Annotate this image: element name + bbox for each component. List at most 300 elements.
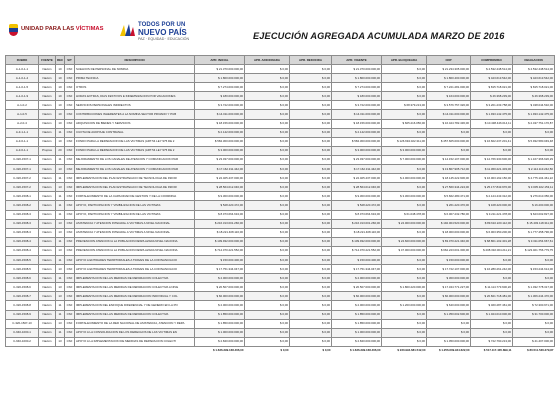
table-cell: 11: [56, 128, 65, 137]
table-cell: Nación: [39, 192, 56, 201]
table-cell: $ 24.000.000.000,00: [382, 219, 427, 228]
table-cell: $ 0,00: [245, 310, 290, 319]
table-cell: Propios: [39, 146, 56, 155]
table-cell: $ 0,00: [382, 319, 427, 328]
table-row: [6, 128, 555, 137]
table-cell: $ 61.048.478,00: [382, 210, 427, 219]
table-row: [6, 192, 555, 201]
table-cell: $ 17.162.311.442,00: [332, 165, 382, 174]
table-cell: 10: [56, 110, 65, 119]
table-cell: 10: [56, 83, 65, 92]
column-header: FUENTE: [39, 56, 56, 65]
table-cell: 13: [56, 246, 65, 255]
table-cell: $ 1.050.000.000,00: [427, 337, 471, 346]
table-cell: $ 68.801.102.401,28: [471, 237, 513, 246]
table-cell: IMPLEMENTACION DE LAS MEDIDAS DE REPARACION INDIVIDUAL Y COL: [75, 292, 195, 301]
table-cell: $ 108.420.000,00: [471, 201, 513, 210]
table-cell: $ 0,00: [245, 301, 290, 310]
table-cell: 11: [56, 237, 65, 246]
table-cell: $ 18.156.000.000,00: [332, 119, 382, 128]
table-cell: IMPLEMENTACION DE LAS MEDIDAS DE REPARACION COLECTIVA: [75, 310, 195, 319]
table-cell: CSF: [65, 255, 75, 264]
table-cell: A-1-0-2: [6, 101, 39, 110]
table-cell: $ 2.142.000.000,00: [332, 128, 382, 137]
table-cell: $ 31.700.000,00: [513, 310, 555, 319]
table-row: [6, 183, 555, 192]
table-cell: $ 0,00: [471, 328, 513, 337]
table-cell: $ 0,00: [427, 328, 471, 337]
table-cell: SUELDOS DE PERSONAL DE NOMINA: [75, 65, 195, 74]
table-cell: $ 0,00: [245, 119, 290, 128]
table-cell: $ 722.790.213,00: [471, 337, 513, 346]
table-cell: CONTRIBUCIONES INHERENTES A LA NOMINA SECTOR PRIVADO Y PUB: [75, 110, 195, 119]
table-cell: 10: [56, 137, 65, 146]
table-cell: $ 0,00: [245, 237, 290, 246]
table-row: [6, 337, 555, 346]
table-row: [6, 137, 555, 146]
total-cell: $ 1.256.609.944.622,00: [427, 346, 471, 354]
table-cell: PRIMA TECNICA: [75, 74, 195, 83]
totals-row: [6, 346, 555, 354]
table-cell: FONDO PARA LA REPARACION DE LAS VICTIMAS (ART.54 LEY 975 DE 2: [75, 137, 195, 146]
table-cell: CSF: [65, 65, 75, 74]
table-cell: $ 83.070.221.340,00: [427, 237, 471, 246]
table-cell: Nación: [39, 65, 56, 74]
column-header: APR. ADICIONADA: [245, 56, 290, 65]
table-cell: $ 180.000.000,00: [195, 92, 245, 101]
table-cell: $ 4.532.448.514,00: [471, 65, 513, 74]
table-cell: $ 208.332.004.211,21: [471, 246, 513, 255]
table-cell: $ 0,00: [245, 65, 290, 74]
table-row: [6, 310, 555, 319]
table-cell: A-3-1-1-1: [6, 128, 39, 137]
table-cell: 11: [56, 301, 65, 310]
table-cell: $ 25.177.843.976,00: [471, 183, 513, 192]
table-cell: IMPLEMENTACION DE LAS MEDIDAS DE REPARACION COLECTIVA A NIVE: [75, 283, 195, 292]
table-cell: C-940-1000-2: [6, 337, 39, 346]
table-cell: $ 0,00: [471, 146, 513, 155]
table-cell: $ 0,00: [290, 337, 332, 346]
table-cell: $ 0,00: [382, 337, 427, 346]
table-cell: $ 276.010.356,00: [513, 192, 555, 201]
table-cell: CSF: [65, 237, 75, 246]
table-cell: $ 0,00: [382, 201, 427, 210]
column-header: REC: [56, 56, 65, 65]
table-cell: $ 0,00: [290, 237, 332, 246]
table-cell: $ 1.200.000.000,00: [382, 301, 427, 310]
table-cell: $ 714.070.221.552,00: [195, 246, 245, 255]
column-header: APR. VIGENTE: [332, 56, 382, 65]
table-cell: $ 2.142.000.000,00: [195, 128, 245, 137]
table-cell: CSF: [65, 219, 75, 228]
table-cell: $ 2.437.751.176,87: [513, 119, 555, 128]
table-cell: CSF: [65, 265, 75, 274]
table-cell: $ 0,00: [513, 255, 555, 264]
table-cell: $ 0,00: [290, 274, 332, 283]
table-cell: $ 20.507.000.000,00: [195, 283, 245, 292]
table-cell: 13: [56, 219, 65, 228]
table-cell: Nación: [39, 174, 56, 183]
table-cell: $ 24.600.000.000,00: [382, 237, 427, 246]
table-cell: OTROS: [75, 83, 195, 92]
table-cell: $ 0,00: [382, 65, 427, 74]
table-cell: 13: [56, 319, 65, 328]
column-header: APR. REDUCIDA: [290, 56, 332, 65]
table-cell: $ 815.718.021,00: [513, 83, 555, 92]
table-cell: $ 0,00: [245, 146, 290, 155]
table-cell: $ 0,00: [290, 319, 332, 328]
table-cell: $ 3.722.000.000,00: [195, 101, 245, 110]
table-cell: $ 16.280.261.242,00: [471, 265, 513, 274]
table-cell: Nación: [39, 110, 56, 119]
table-cell: CSF: [65, 337, 75, 346]
table-cell: $ 0,00: [245, 92, 290, 101]
tpun-line-2: NUEVO PAÍS: [138, 28, 187, 37]
table-row: [6, 174, 555, 183]
table-cell: $ 1.167.366.626,29: [513, 155, 555, 164]
table-cell: $ 17.751.344.047,00: [195, 265, 245, 274]
table-cell: $ 0,00: [245, 255, 290, 264]
table-cell: $ 0,00: [290, 65, 332, 74]
table-cell: CSF: [65, 201, 75, 210]
table-cell: C-320-1508-6: [6, 274, 39, 283]
table-cell: 10: [56, 92, 65, 101]
table-cell: $ 714.070.221.552,00: [332, 246, 382, 255]
table-cell: $ 14.011.000.000,00: [195, 110, 245, 119]
table-row: [6, 65, 555, 74]
table-cell: $ 16.200.000,00: [513, 201, 555, 210]
table-cell: $ 14.011.000.000,00: [427, 110, 471, 119]
table-cell: $ 20.821.718.481,00: [471, 292, 513, 301]
column-header: COMPROMISO: [471, 56, 513, 65]
table-cell: $ 180.000.000,00: [332, 92, 382, 101]
table-cell: $ 21.370.000.000,00: [195, 65, 245, 74]
table-row: [6, 319, 555, 328]
table-cell: 13: [56, 283, 65, 292]
table-cell: $ 17.751.344.047,00: [332, 265, 382, 274]
table-cell: CSF: [65, 110, 75, 119]
table-cell: $ 3.000.000.000,00: [382, 146, 427, 155]
table-cell: 11: [56, 192, 65, 201]
table-cell: C-320-1508-3: [6, 210, 39, 219]
table-cell: C-320-1508-4: [6, 246, 39, 255]
table-row: [6, 210, 555, 219]
table-cell: $ 150.000.400,00: [195, 255, 245, 264]
table-row: [6, 146, 555, 155]
table-cell: Nación: [39, 183, 56, 192]
table-cell: CSF: [65, 155, 75, 164]
unidad-logo-suffix: VÍCTIMAS: [75, 26, 104, 32]
table-cell: $ 23.037.000.000,00: [332, 155, 382, 164]
table-cell: $ 0,00: [245, 219, 290, 228]
table-cell: $ 28.564.012.046,00: [195, 183, 245, 192]
table-cell: $ 17.722.107.000,00: [427, 265, 471, 274]
table-cell: $ 6.007.232.780,00: [427, 210, 471, 219]
table-cell: $ 47.000.000.000,00: [382, 246, 427, 255]
table-cell: $ 0,00: [245, 174, 290, 183]
table-cell: $ 815.718.021,00: [471, 83, 513, 92]
unidad-logo-prefix: UNIDAD PARA LAS: [21, 26, 76, 32]
table-cell: $ 0,00: [290, 92, 332, 101]
table-cell: $ 3.000.000.000,00: [332, 146, 382, 155]
table-cell: $ 0,00: [245, 155, 290, 164]
table-cell: $ 0,00: [290, 183, 332, 192]
table-cell: $ 1.000.000.000,00: [195, 328, 245, 337]
table-cell: $ 0,00: [513, 128, 555, 137]
table-cell: $ 0,00: [513, 319, 555, 328]
table-header: [6, 56, 555, 65]
table-cell: $ 14.011.000.000,00: [332, 110, 382, 119]
table-cell: $ 123.401.756.779,75: [513, 246, 555, 255]
total-cell: $ 0,00: [290, 346, 332, 354]
table-row: [6, 101, 555, 110]
table-cell: 10: [56, 119, 65, 128]
table-cell: $ 1.850.000.000,00: [332, 319, 382, 328]
table-cell: 13: [56, 265, 65, 274]
table-cell: 13: [56, 228, 65, 237]
table-footer: [6, 346, 555, 354]
table-cell: $ 662.223.001.300,00: [427, 246, 471, 255]
table-cell: CSF: [65, 328, 75, 337]
table-cell: CSF: [65, 74, 75, 83]
tpun-line-3: PAZ · EQUIDAD · EDUCACIÓN: [138, 37, 190, 41]
table-row: [6, 74, 555, 83]
table-cell: A-1-0-1-4: [6, 74, 39, 83]
table-row: [6, 155, 555, 164]
table-row: [6, 255, 555, 264]
table-cell: $ 126.694.022.311,00: [382, 137, 427, 146]
table-cell: Nación: [39, 119, 56, 128]
table-cell: $ 5.932.580.049,48: [513, 137, 555, 146]
table-cell: $ 2.000.000.000,00: [195, 301, 245, 310]
table-cell: $ 0,00: [245, 283, 290, 292]
table-cell: Nación: [39, 255, 56, 264]
table-cell: $ 1.933.142.475,00: [513, 110, 555, 119]
table-cell: $ 0,00: [290, 146, 332, 155]
table-cell: $ 1.850.000.000,00: [332, 310, 382, 319]
table-cell: $ 1.800.400.000,00: [427, 74, 471, 83]
table-cell: $ 0,00: [290, 210, 332, 219]
table-cell: $ 21.234.305.000,00: [427, 65, 471, 74]
table-cell: $ 0,00: [290, 101, 332, 110]
table-cell: IMPLEMENTACION DEL PLAN ESTRATEGICO DE TECNOLOGIA DE INFOR: [75, 174, 195, 183]
table-cell: $ 22.405.437.000,00: [332, 174, 382, 183]
table-cell: Nación: [39, 237, 56, 246]
table-cell: $ 7.221.281.000,00: [427, 83, 471, 92]
table-cell: Nación: [39, 83, 56, 92]
table-cell: $ 0,00: [290, 119, 332, 128]
table-cell: Nación: [39, 101, 56, 110]
table-cell: $ 0,00: [382, 110, 427, 119]
table-cell: $ 0,00: [290, 192, 332, 201]
table-cell: Nación: [39, 283, 56, 292]
table-cell: $ 109.932.000.000,00: [332, 237, 382, 246]
table-cell: $ 3.576.757.326,00: [427, 101, 471, 110]
table-cell: $ 0,00: [290, 301, 332, 310]
table-cell: MEJORAMIENTO DE LOS CANALES DE ATENCION Y COMUNICACION PAR: [75, 155, 195, 164]
table-cell: Nación: [39, 310, 56, 319]
column-header: OBLIGACION: [513, 56, 555, 65]
table-cell: $ 0,00: [245, 128, 290, 137]
table-cell: C-320-1508-3: [6, 219, 39, 228]
table-cell: $ 0,00: [290, 83, 332, 92]
table-cell: C-320-1508-6: [6, 283, 39, 292]
table-cell: Nación: [39, 319, 56, 328]
table-cell: Nación: [39, 328, 56, 337]
table-cell: CSF: [65, 92, 75, 101]
table-row: [6, 301, 555, 310]
table-cell: $ 0,00: [245, 328, 290, 337]
table-cell: 13: [56, 183, 65, 192]
table-cell: ASISTENCIA Y ATENCION INTEGRAL A VICTIMAS A NIVEL NACIONAL: [75, 228, 195, 237]
table-cell: CSF: [65, 165, 75, 174]
table-cell: C-320-1508-8: [6, 301, 39, 310]
table-cell: $ 423.613.542,00: [513, 74, 555, 83]
table-cell: $ 7.274.000.000,00: [195, 83, 245, 92]
table-cell: PREVENCION ATENCION A LA POBLACION DESPLAZADA NIVEL NACIONA: [75, 246, 195, 255]
table-cell: $ 2.000.000.000,00: [332, 301, 382, 310]
table-cell: APOYO A LA CONSOLIDACION DE LOS DERECHOS DE LAS VICTIMAS EN: [75, 328, 195, 337]
table-cell: $ 2.124.443.312,00: [471, 192, 513, 201]
table-cell: $ 16.424.782.436,00: [427, 119, 471, 128]
table-cell: $ 438.044.532,00: [513, 101, 555, 110]
table-cell: $ 0,00: [513, 146, 555, 155]
table-cell: Nación: [39, 246, 56, 255]
table-cell: Nación: [39, 201, 56, 210]
table-cell: C-320-1507-2: [6, 174, 39, 183]
unidad-victimas-logo: [21, 26, 103, 32]
table-cell: IMPLEMENTACION DEL ENFOQUE DIFERENCIAL Y DE GENERO EN LA PO: [75, 301, 195, 310]
table-cell: $ 0,00: [427, 146, 471, 155]
table-cell: IMPLEMENTACION DE LAS MEDIDAS DE REPARACION COLECTIVA: [75, 274, 195, 283]
table-cell: $ 41.407.000,00: [513, 337, 555, 346]
table-cell: A-3-6-1-1: [6, 137, 39, 146]
table-cell: $ 0,00: [513, 274, 555, 283]
table-cell: $ 1.850.000.000,00: [195, 319, 245, 328]
government-seal-icon: [9, 24, 18, 36]
table-cell: $ 15.403.118.311,00: [513, 219, 555, 228]
table-cell: APOYO A ENTIDADES TERRITORIALES A TRAVES DE LA COFINANCIACIO: [75, 265, 195, 274]
table-cell: Nación: [39, 265, 56, 274]
table-cell: CSF: [65, 137, 75, 146]
table-cell: $ 528.220.472,00: [332, 201, 382, 210]
table-cell: $ 584.300.000.000,00: [195, 137, 245, 146]
table-cell: $ 0,00: [290, 165, 332, 174]
table-cell: $ 1.032.778.317,00: [513, 283, 555, 292]
table-row: [6, 110, 555, 119]
table-cell: $ 8.073.664.634,00: [332, 210, 382, 219]
table-cell: $ 0,00: [290, 283, 332, 292]
table-cell: $ 28.564.012.046,00: [332, 183, 382, 192]
table-cell: C-320-1508-3: [6, 228, 39, 237]
table-cell: $ 89.610.220.112,00: [471, 219, 513, 228]
table-cell: $ 0,00: [290, 201, 332, 210]
table-row: [6, 201, 555, 210]
table-cell: $ 261.220.470,00: [427, 201, 471, 210]
table-cell: CSF: [65, 310, 75, 319]
table-cell: $ 3.211.221.478,00: [471, 210, 513, 219]
table-cell: $ 0,00: [382, 292, 427, 301]
table-cell: 13: [56, 165, 65, 174]
table-cell: $ 4.000.000.000,00: [382, 174, 427, 183]
table-cell: $ 0,00: [290, 246, 332, 255]
table-cell: $ 0,00: [290, 292, 332, 301]
table-cell: 20: [56, 146, 65, 155]
table-cell: $ 0,00: [427, 128, 471, 137]
table-cell: $ 640.000.000,00: [427, 301, 471, 310]
table-cell: $ 150.000.400,00: [332, 255, 382, 264]
table-cell: A-1-0-5: [6, 110, 39, 119]
table-cell: $ 72.300.971,00: [513, 301, 555, 310]
totals-spacer: [6, 346, 195, 354]
table-cell: $ 192.004.520.000,00: [427, 219, 471, 228]
table-cell: $ 0,00: [245, 183, 290, 192]
table-cell: $ 605.216.056,00: [382, 119, 427, 128]
table-cell: $ 0,00: [245, 201, 290, 210]
table-cell: C-320-1507-1: [6, 165, 39, 174]
total-cell: $ 1.636.399.168.466,00: [195, 346, 245, 354]
table-row: [6, 246, 555, 255]
table-cell: Nación: [39, 210, 56, 219]
table-cell: CUOTA DE AUDITAJE CONTRANAL: [75, 128, 195, 137]
table-cell: $ 1.350.002.600,00: [427, 310, 471, 319]
table-cell: A-1-0-1-5: [6, 83, 39, 92]
table-cell: $ 18.000.000.000,00: [427, 228, 471, 237]
table-cell: Nación: [39, 337, 56, 346]
table-cell: 13: [56, 337, 65, 346]
table-row: [6, 283, 555, 292]
table-cell: $ 5.662.480.471,00: [427, 192, 471, 201]
table-cell: HORAS EXTRAS, DIAS FESTIVOS E INDEMNIZACION POR VACACIONES: [75, 92, 195, 101]
table-cell: ASISTENCIA Y ATENCION INTEGRAL A VICTIMAS A NIVEL NACIONAL: [75, 219, 195, 228]
table-cell: $ 0,00: [382, 228, 427, 237]
table-cell: Nación: [39, 228, 56, 237]
table-cell: CSF: [65, 319, 75, 328]
table-cell: $ 0,00: [382, 74, 427, 83]
table-cell: 11: [56, 255, 65, 264]
table-row: [6, 119, 555, 128]
table-cell: $ 0,00: [382, 274, 427, 283]
table-cell: $ 0,00: [290, 265, 332, 274]
table-cell: $ 2.114.113.242,50: [513, 165, 555, 174]
total-cell: $ 230.994.681.542,00: [382, 346, 427, 354]
table-cell: $ 68.379.213,00: [382, 101, 427, 110]
table-cell: C-940-1000-1: [6, 328, 39, 337]
table-cell: $ 7.000.000.000,00: [382, 155, 427, 164]
table-cell: $ 3.005.322.153,11: [513, 183, 555, 192]
table-cell: $ 0,00: [382, 255, 427, 264]
table-cell: CSF: [65, 210, 75, 219]
table-cell: APOYO A ENTIDADES TERRITORIALES A TRAVES DE LA COFINANCIACIO: [75, 255, 195, 264]
table-cell: $ 0,00: [245, 137, 290, 146]
table-cell: IMPLEMENTACION DEL PLAN ESTRATEGICO DE TECNOLOGIA DE INFOR: [75, 183, 195, 192]
table-cell: $ 46.368.239,00: [471, 92, 513, 101]
table-cell: $ 0,00: [513, 328, 555, 337]
table-cell: $ 0,00: [382, 328, 427, 337]
table-cell: CSF: [65, 83, 75, 92]
column-header: CDP: [427, 56, 471, 65]
table-cell: $ 1.933.142.475,00: [471, 110, 513, 119]
table-cell: $ 18.221.408.116,00: [332, 228, 382, 237]
table-cell: Nación: [39, 74, 56, 83]
table-cell: $ 0,00: [245, 110, 290, 119]
table-cell: $ 153.244.614,00: [513, 265, 555, 274]
table-cell: SERVICIOS PERSONALES INDIRECTOS: [75, 101, 195, 110]
table-cell: $ 17.344.771.227,00: [427, 283, 471, 292]
table-cell: $ 2.840.000.000,00: [332, 337, 382, 346]
column-header: SIT: [65, 56, 75, 65]
table-row: [6, 92, 555, 101]
